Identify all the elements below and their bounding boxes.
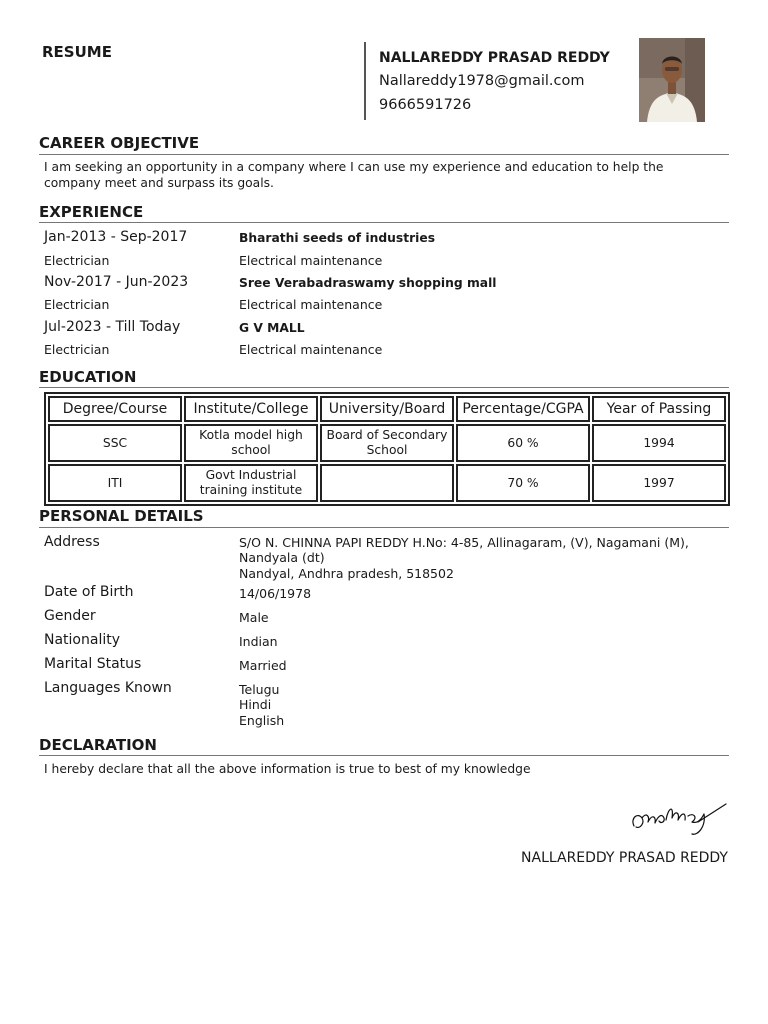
experience-role: Electrician xyxy=(44,297,110,312)
table-header-cell: Degree/Course xyxy=(48,396,182,422)
table-cell xyxy=(320,464,454,502)
personal-details-title: PERSONAL DETAILS xyxy=(39,507,204,525)
table-row xyxy=(48,424,726,462)
table-header-cell: University/Board xyxy=(320,396,454,422)
table-cell: ITI xyxy=(48,464,182,502)
address-line: S/O N. CHINNA PAPI REDDY H.No: 4-85, Allinagaram, (V), Nagamani (M), xyxy=(239,535,689,550)
marital-status-label: Marital Status xyxy=(44,656,142,672)
marital-status-value: Married xyxy=(239,658,287,673)
gender-label: Gender xyxy=(44,608,96,624)
experience-company: G V MALL xyxy=(239,321,305,335)
experience-period: Jan-2013 - Sep-2017 xyxy=(44,229,188,245)
profile-photo xyxy=(639,38,705,122)
experience-period: Nov-2017 - Jun-2023 xyxy=(44,274,189,290)
experience-description: Electrical maintenance xyxy=(239,253,383,268)
header-divider xyxy=(364,42,366,120)
table-cell: SSC xyxy=(48,424,182,462)
table-cell: Govt Industrial training institute xyxy=(184,464,318,502)
table-row xyxy=(48,464,726,502)
education-table xyxy=(44,392,730,506)
candidate-phone: 9666591726 xyxy=(379,97,472,113)
experience-title: EXPERIENCE xyxy=(39,203,144,221)
address-line: Nandyala (dt) xyxy=(239,550,325,566)
career-objective-text: I am seeking an opportunity in a company where I can use my experience and education to help the company meet and surpass its goals. xyxy=(44,160,664,190)
table-cell: 1994 xyxy=(592,424,726,462)
experience-role: Electrician xyxy=(44,253,110,268)
table-header-cell: Year of Passing xyxy=(592,396,726,422)
languages-label: Languages Known xyxy=(44,680,172,696)
section-divider xyxy=(39,755,729,756)
table-cell: 60 % xyxy=(456,424,590,462)
experience-description: Electrical maintenance xyxy=(239,297,383,312)
dob-value: 14/06/1978 xyxy=(239,586,312,601)
signature-image xyxy=(628,796,728,838)
table-cell: Kotla model high school xyxy=(184,424,318,462)
section-divider xyxy=(39,527,729,528)
career-objective-title: CAREER OBJECTIVE xyxy=(39,134,200,152)
section-divider xyxy=(39,222,729,223)
experience-company: Bharathi seeds of industries xyxy=(239,231,436,245)
table-header-row xyxy=(48,396,726,422)
dob-label: Date of Birth xyxy=(44,584,134,600)
experience-period: Jul-2023 - Till Today xyxy=(44,319,181,335)
experience-description: Electrical maintenance xyxy=(239,342,383,357)
section-divider xyxy=(39,154,729,155)
address-value xyxy=(239,535,689,581)
table-header-cell: Institute/College xyxy=(184,396,318,422)
experience-role: Electrician xyxy=(44,342,110,357)
table-cell: 1997 xyxy=(592,464,726,502)
section-divider xyxy=(39,387,729,388)
address-line: Nandyal, Andhra pradesh, 518502 xyxy=(239,565,454,581)
language-item: Hindi xyxy=(239,697,272,713)
language-item: English xyxy=(239,712,285,728)
table-cell: 70 % xyxy=(456,464,590,502)
declaration-title: DECLARATION xyxy=(39,736,157,754)
candidate-name: NALLAREDDY PRASAD REDDY xyxy=(379,50,610,66)
declaration-text: I hereby declare that all the above information is true to best of my knowledge xyxy=(44,762,531,776)
gender-value: Male xyxy=(239,610,269,625)
candidate-email[interactable]: Nallareddy1978@gmail.com xyxy=(379,73,585,89)
signature-name: NALLAREDDY PRASAD REDDY xyxy=(521,850,728,866)
languages-value xyxy=(239,682,284,728)
table-header-cell: Percentage/CGPA xyxy=(456,396,590,422)
address-label: Address xyxy=(44,534,100,550)
nationality-label: Nationality xyxy=(44,632,121,648)
experience-company: Sree Verabadraswamy shopping mall xyxy=(239,276,497,290)
language-item: Telugu xyxy=(239,682,280,697)
resume-label: RESUME xyxy=(42,43,112,61)
nationality-value: Indian xyxy=(239,634,278,649)
table-cell: Board of Secondary School xyxy=(320,424,454,462)
education-title: EDUCATION xyxy=(39,368,137,386)
